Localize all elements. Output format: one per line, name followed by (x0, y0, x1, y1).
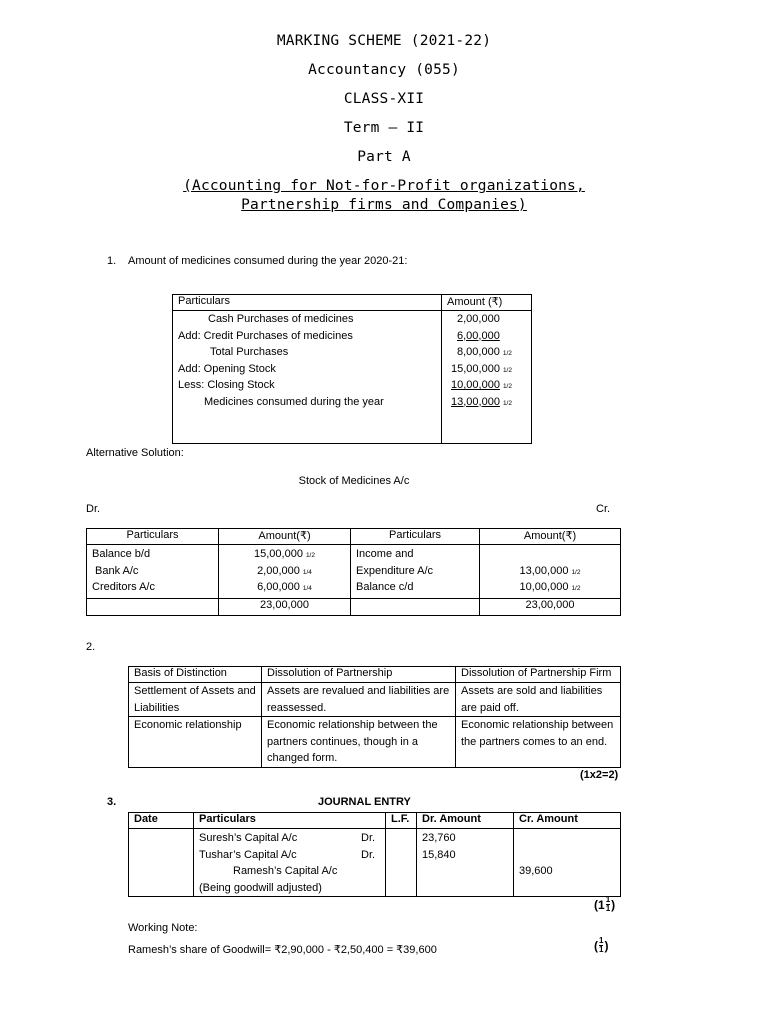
ledger-right-amounts (480, 545, 621, 599)
q3-marks-numerator: 1 (605, 895, 611, 904)
ledger-total-blank (351, 598, 480, 615)
ledger-right-particulars (351, 545, 480, 599)
ledger-amount: 13,00,000 (519, 564, 569, 577)
term-title: Term – II (343, 120, 425, 136)
amount-cell (442, 311, 532, 444)
q3-marks: ( 1 $\frac{1}{1}$ ) (594, 895, 616, 913)
class-title: CLASS-XII (343, 91, 425, 107)
distinction-basis: Economic relationship (129, 717, 262, 768)
row-mark: 1/2 (502, 366, 512, 374)
subject-title: Accountancy (055) (308, 62, 460, 78)
row-amount: 10,00,000 (451, 379, 500, 391)
working-note-label: Working Note: (128, 922, 198, 934)
working-note: Ramesh’s share of Goodwill= ₹2,90,000 - ₹2,50,400 = ₹39,600 (128, 944, 437, 956)
q3-marks-whole: 1 (598, 897, 605, 912)
row-label: Add: Credit Purchases of medicines (178, 329, 353, 342)
row-mark: 1/2 (502, 399, 512, 407)
ledger-label: Income and (356, 548, 414, 560)
ledger-total-right: 23,00,000 (480, 598, 621, 615)
scheme-title: MARKING SCHEME (2021-22) (276, 33, 492, 49)
stock-of-medicines-ledger (86, 528, 621, 616)
ledger-label: Bank A/c (95, 564, 139, 577)
ledger-total-left: 23,00,000 (219, 598, 351, 615)
journal-entry-table (128, 812, 621, 897)
wn-marks-denominator: 1 (599, 945, 604, 954)
ledger-amount: 15,00,000 (254, 548, 303, 560)
medicines-consumed-table (172, 294, 532, 444)
col-amount-header: Amount (₹) (442, 295, 532, 311)
journal-entry-title: JOURNAL ENTRY (318, 796, 411, 808)
cr-label: Cr. (596, 503, 611, 515)
ledger-label: Creditors A/c (92, 581, 155, 593)
dr-label: Dr. (86, 503, 101, 515)
ledger-mark: 1/4 (302, 568, 312, 576)
journal-cr-amount: 39,600 (519, 865, 553, 877)
journal-particulars (194, 829, 386, 897)
ledger-label: Expenditure A/c (356, 564, 434, 577)
journal-header: L.F. (386, 813, 417, 829)
row-amount: 2,00,000 (457, 313, 500, 325)
distinction-header: Dissolution of Partnership Firm (456, 667, 621, 683)
col-particulars-header: Particulars (173, 295, 442, 311)
distinction-firm: Economic relationship between the partners comes to an end. (456, 717, 621, 768)
q2-marks: (1x2=2) (580, 769, 619, 781)
q3-number: 3. (107, 796, 117, 808)
ledger-mark: 1/2 (571, 585, 581, 592)
q1-number: 1. (107, 255, 117, 267)
row-amount: 15,00,000 (451, 362, 500, 375)
journal-account: Tushar’s Capital A/c (199, 848, 297, 861)
row-label: Cash Purchases of medicines (208, 313, 354, 325)
ledger-amount: 2,00,000 (257, 564, 300, 577)
journal-header: Particulars (194, 813, 386, 829)
q2-number: 2. (86, 641, 96, 653)
alternative-solution-label: Alternative Solution: (86, 447, 184, 459)
journal-date (129, 829, 194, 897)
row-label: Add: Opening Stock (178, 362, 276, 375)
topics-line-1: (Accounting for Not-for-Profit organizations, (183, 178, 585, 194)
journal-dr-amount: 15,840 (422, 848, 456, 861)
topics-line-2: Partnership firms and Companies) (241, 197, 527, 213)
ledger-amount: 10,00,000 (519, 581, 569, 593)
journal-header: Date (129, 813, 194, 829)
row-amount: 13,00,000 (451, 395, 500, 408)
row-label: Medicines consumed during the year (204, 395, 384, 408)
ledger-mark: 1/2 (305, 552, 315, 559)
journal-lf (386, 829, 417, 897)
distinction-table (128, 666, 621, 768)
row-amount: 8,00,000 (457, 346, 500, 358)
distinction-partnership: Assets are revalued and liabilities are reassessed. (262, 683, 456, 717)
ledger-label: Balance c/d (356, 581, 414, 593)
journal-cr-amounts (514, 829, 621, 897)
distinction-basis: Settlement of Assets and Liabilities (129, 683, 262, 717)
particulars-cell (173, 311, 442, 444)
q3-marks-denominator: 1 (605, 904, 611, 913)
ledger-mark: 1/2 (571, 568, 581, 576)
part-title: Part A (357, 149, 411, 165)
wn-marks-numerator: 1 (599, 936, 604, 945)
working-note-marks: ( $\frac{1}{1}$ ) (594, 936, 609, 954)
ledger-left-particulars (87, 545, 219, 599)
journal-header: Dr. Amount (417, 813, 514, 829)
ledger-total-blank (87, 598, 219, 615)
q1-question: Amount of medicines consumed during the year 2020-21: (128, 255, 408, 267)
ledger-amount: 6,00,000 (257, 581, 300, 593)
distinction-firm: Assets are sold and liabilities are paid off. (456, 683, 621, 717)
journal-dr-mark: Dr. (361, 848, 376, 861)
journal-header: Cr. Amount (514, 813, 621, 829)
ledger-header: Particulars (351, 529, 480, 545)
ledger-label: Balance b/d (92, 548, 151, 560)
journal-dr-amount: 23,760 (422, 832, 456, 844)
journal-account: Suresh’s Capital A/c (199, 832, 298, 844)
ledger-header: Particulars (87, 529, 219, 545)
distinction-header: Basis of Distinction (129, 667, 262, 683)
row-amount: 6,00,000 (457, 329, 500, 342)
row-label: Total Purchases (210, 346, 289, 358)
journal-narration: (Being goodwill adjusted) (199, 881, 322, 894)
ledger-mark: 1/4 (302, 585, 312, 592)
journal-account: Ramesh’s Capital A/c (233, 865, 338, 877)
row-label: Less: Closing Stock (178, 379, 275, 391)
ledger-header: Amount(₹) (480, 529, 621, 545)
distinction-partnership: Economic relationship between the partners continues, though in a changed form. (262, 717, 456, 768)
row-mark: 1/2 (502, 350, 512, 357)
ledger-left-amounts (219, 545, 351, 599)
journal-dr-amounts (417, 829, 514, 897)
account-title: Stock of Medicines A/c (298, 475, 410, 487)
ledger-header: Amount(₹) (219, 529, 351, 545)
journal-dr-mark: Dr. (361, 832, 376, 844)
distinction-header: Dissolution of Partnership (262, 667, 456, 683)
row-mark: 1/2 (502, 383, 512, 390)
